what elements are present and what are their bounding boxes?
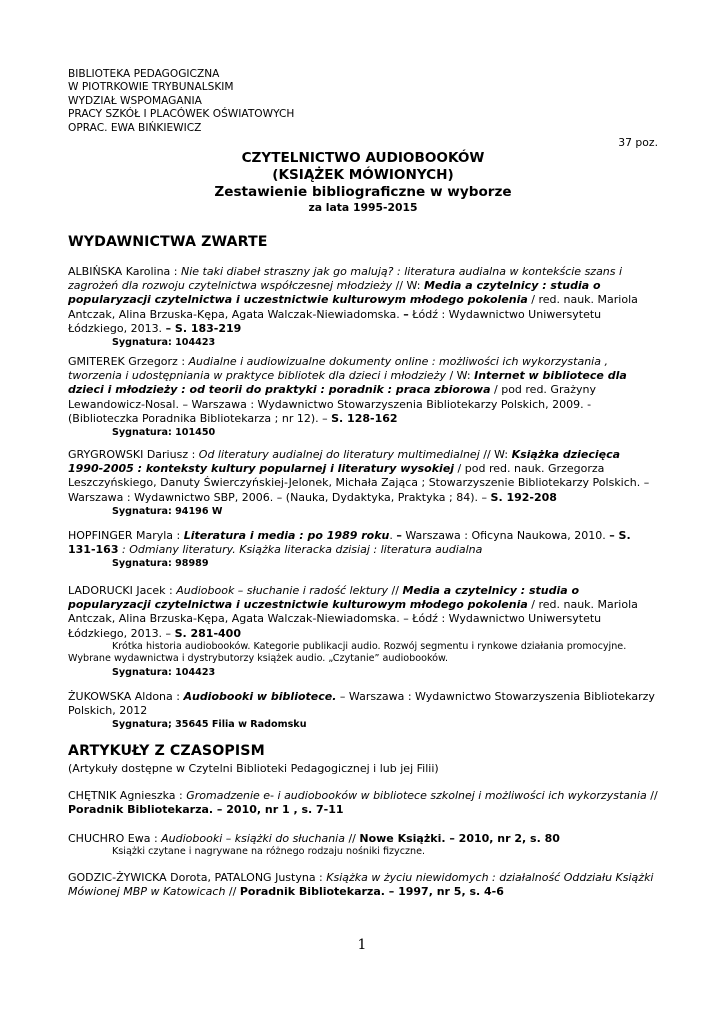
entry-separator: // <box>646 789 658 802</box>
compiler-line: OPRAC. EWA BIŃKIEWICZ <box>68 121 202 134</box>
title-line-1: CZYTELNICTWO AUDIOBOOKÓW <box>241 150 485 166</box>
entry-title: Audiobooki w bibliotece. <box>183 690 337 703</box>
entry-dash: – <box>396 529 402 542</box>
entry-separator: // <box>344 832 360 845</box>
entry-signature: Sygnatura: 94196 W <box>112 505 223 517</box>
title-line-4: za lata 1995-2015 <box>308 201 418 214</box>
entry-details: – Warszawa : Wydawnictwo Stowarzyszenia Bibliotekarzy Polskich, 2012 <box>68 690 655 718</box>
entry-title: Od literatury audialnej do literatury multimedialnej <box>198 448 480 461</box>
institution-block <box>68 68 658 135</box>
bib-entry-godzic <box>68 871 658 899</box>
bib-entry-albinska <box>68 265 658 349</box>
bib-entry-hopfinger <box>68 529 658 570</box>
institution-line: PRACY SZKÓŁ I PLACÓWEK OŚWIATOWYCH <box>68 108 295 121</box>
title-line-3: Zestawienie bibliograficzne w wyborze <box>214 184 512 200</box>
entry-source: Nowe Książki. – 2010, nr 2, s. 80 <box>359 832 560 845</box>
entry-author: HOPFINGER Maryla : <box>68 529 184 542</box>
item-count: 37 poz. <box>618 136 658 149</box>
entry-title: Książka w życiu niewidomych : działalność Oddziału Książki Mówionej MBP w Katowicach <box>68 871 654 899</box>
section-heading-books: WYDAWNICTWA ZWARTE <box>68 234 268 250</box>
entry-separator: // <box>225 885 240 899</box>
entry-separator: / W: <box>445 369 475 383</box>
bib-entry-chetnik <box>68 789 658 817</box>
entry-author: GMITEREK Grzegorz : <box>68 355 189 368</box>
entry-publisher: Warszawa : Oficyna Naukowa, 2010. <box>401 529 610 542</box>
entry-source: Poradnik Bibliotekarza. – 2010, nr 1 , s. 7-11 <box>68 803 344 817</box>
bib-entry-zukowska <box>68 690 658 731</box>
entry-separator: // <box>388 584 403 597</box>
entry-details: / red. nauk. Mariola Antczak, Alina Brzuska-Kępa, Agata Walczak-Niewiadomska. <box>68 293 638 321</box>
entry-abstract-continued: Wybrane wydawnictwa i dystrybutorzy książek audio. „Czytanie” audiobooków. <box>68 653 449 665</box>
institution-line: W PIOTRKOWIE TRYBUNALSKIM <box>68 81 234 94</box>
entry-author: ŻUKOWSKA Aldona : <box>68 690 184 703</box>
entry-source: Media a czytelnicy : studia o popularyzacji czytelnictwa i uczestnictwie kulturowym młodego pokolenia <box>68 584 580 612</box>
entry-pages: – S. 183-219 <box>165 321 242 335</box>
entry-title: Audiobooki – książki do słuchania <box>161 832 345 845</box>
bib-entry-grygrowski <box>68 448 658 518</box>
bib-entry-gmiterek <box>68 355 658 439</box>
entry-title: Audiobook – słuchanie i radość lektury <box>176 584 389 597</box>
entry-details: / pod red. nauk. Grzegorza Leszczyńskiego, Danuty Świerczyńskiej-Jelonek, Michała Zająca ; Stowarzyszenie Bibliotekarzy Polskich. – Warszawa : Wydawnictwo SBP, 2006. – (Nauka, Dydaktyka, Praktyka ; 84). – <box>68 462 650 504</box>
entry-author: GRYGROWSKI Dariusz : <box>68 448 199 461</box>
entry-publisher: Łódź : Wydawnictwo Uniwersytetu Łódzkiego, 2013. <box>68 307 602 335</box>
entry-details: / pod red. Grażyny Lewandowicz-Nosal. – Warszawa : Wydawnictwo Stowarzyszenia Bibliotekarzy Polskich, 2009. - (Biblioteczka Poradnika Bibliotekarza ; nr 12). – <box>68 383 596 425</box>
entry-source: Poradnik Bibliotekarza. – 1997, nr 5, s. 4-6 <box>239 885 504 899</box>
entry-details: / red. nauk. Mariola Antczak, Alina Brzuska-Kępa, Agata Walczak-Niewiadomska. – Łódź : Wydawnictwo Uniwersytetu Łódzkiego, 2013. – <box>68 598 638 640</box>
entry-author: CHUCHRO Ewa : <box>68 832 162 845</box>
entry-pages: S. 128-162 <box>331 411 398 425</box>
entry-separator: // W: <box>392 279 424 293</box>
entry-author: LADORUCKI Jacek : <box>68 584 177 597</box>
entry-pages: S. 192-208 <box>490 490 557 504</box>
entry-author: ALBIŃSKA Karolina : <box>68 265 181 278</box>
entry-abstract: Książki czytane i nagrywane na różnego rodzaju nośniki fizyczne. <box>112 846 426 858</box>
entry-signature: Sygnatura: 101450 <box>112 427 216 439</box>
entry-signature: Sygnatura: 104423 <box>112 667 216 678</box>
entry-signature: Sygnatura: 104423 <box>112 337 216 349</box>
bib-entry-chuchro <box>68 832 658 859</box>
entry-title: Gromadzenie e- i audiobooków w bibliotece szkolnej i możliwości ich wykorzystania <box>186 789 647 802</box>
entry-pages: – S. 131-163 <box>68 529 631 557</box>
section-note-articles: (Artykuły dostępne w Czytelni Biblioteki Pedagogicznej i lub jej Filii) <box>68 762 439 775</box>
entry-dash: – <box>403 307 409 321</box>
entry-title: Literatura i media : po 1989 roku <box>183 529 390 542</box>
document-title <box>68 150 658 215</box>
entry-title: Nie taki diabeł straszny jak go malują? : literatura audialna w kontekście szans i zagrożeń dla rozwoju czytelnictwa współczesnej młodzieży <box>68 265 623 293</box>
entry-source: Książka dziecięca 1990-2005 : konteksty kultury popularnej i literatury wysokiej <box>68 448 621 476</box>
institution-line: WYDZIAŁ WSPOMAGANIA <box>68 94 202 107</box>
entry-author: GODZIC-ŻYWICKA Dorota, PATALONG Justyna : <box>68 871 327 884</box>
entry-dot: . <box>389 529 397 542</box>
entry-separator: // W: <box>479 448 512 461</box>
entry-pages: S. 281-400 <box>174 626 241 640</box>
institution-line: BIBLIOTEKA PEDAGOGICZNA <box>68 68 220 80</box>
entry-title: Audialne i audiowizualne dokumenty online : możliwości ich wykorzystania , tworzenia i udostępniania w praktyce bibliotek dla dzieci i młodzieży <box>68 355 608 383</box>
entry-series: : Odmiany literatury. Książka literacka dzisiaj : literatura audialna <box>118 543 483 557</box>
title-line-2: (KSIĄŻEK MÓWIONYCH) <box>272 167 454 183</box>
entry-abstract: Krótka historia audiobooków. Kategorie publikacji audio. Rozwój segmentu i rynkowe działania promocyjne. <box>112 640 627 652</box>
page-number: 1 <box>357 937 367 953</box>
entry-signature: Sygnatura; 35645 Filia w Radomsku <box>112 719 307 731</box>
entry-source: Internet w bibliotece dla dzieci i młodzieży : od teorii do praktyki : poradnik : praca zbiorowa <box>68 369 627 397</box>
section-heading-articles: ARTYKUŁY Z CZASOPISM <box>68 743 265 759</box>
entry-author: CHĘTNIK Agnieszka : <box>68 789 187 802</box>
entry-signature: Sygnatura: 98989 <box>112 558 209 570</box>
entry-source: Media a czytelnicy : studia o popularyzacji czytelnictwa i uczestnictwie kulturowym młodego pokolenia <box>68 279 601 307</box>
bib-entry-ladorucki <box>68 584 658 679</box>
